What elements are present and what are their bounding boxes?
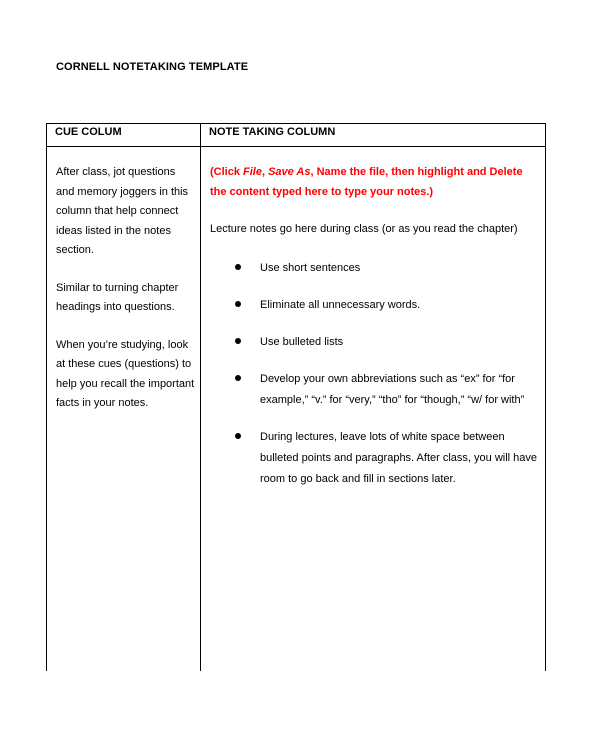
list-item: Use short sentences bbox=[210, 258, 540, 279]
bullet-icon bbox=[235, 433, 241, 439]
cue-column-header: CUE COLUM bbox=[55, 126, 122, 138]
notes-column-header: NOTE TAKING COLUMN bbox=[209, 126, 336, 138]
page-title: CORNELL NOTETAKING TEMPLATE bbox=[56, 61, 249, 73]
list-item: Develop your own abbreviations such as “ex” for “for example,” “v.” for “very,” “tho” for “though,” “w/ for with” bbox=[210, 369, 540, 411]
lecture-notes-line: Lecture notes go here during class (or as you read the chapter) bbox=[210, 223, 518, 235]
bullet-icon bbox=[235, 301, 241, 307]
table-header-row bbox=[47, 124, 545, 147]
bullet-icon bbox=[235, 375, 241, 381]
instruction-text: (Click File, Save As, Name the file, then highlight and Delete the content typed here to type your notes.) bbox=[210, 166, 523, 198]
column-divider bbox=[200, 124, 201, 671]
notes-column-body[interactable] bbox=[210, 163, 540, 506]
cue-paragraph: When you’re studying, look at these cues (questions) to help you recall the important facts in your notes. bbox=[56, 338, 195, 409]
cue-paragraph: Similar to turning chapter headings into questions. bbox=[56, 281, 179, 313]
bullet-list bbox=[210, 258, 540, 490]
bullet-icon bbox=[235, 264, 241, 270]
list-item: Use bulleted lists bbox=[210, 332, 540, 353]
cornell-notes-table bbox=[46, 123, 546, 671]
list-item: During lectures, leave lots of white space between bulleted points and paragraphs. After class, you will have room to go back and fill in sections later. bbox=[210, 427, 540, 490]
list-item: Eliminate all unnecessary words. bbox=[210, 295, 540, 316]
bullet-icon bbox=[235, 338, 241, 344]
cue-paragraph: After class, jot questions and memory joggers in this column that help connect ideas listed in the notes section. bbox=[56, 166, 189, 256]
cue-column-body[interactable] bbox=[56, 163, 196, 432]
